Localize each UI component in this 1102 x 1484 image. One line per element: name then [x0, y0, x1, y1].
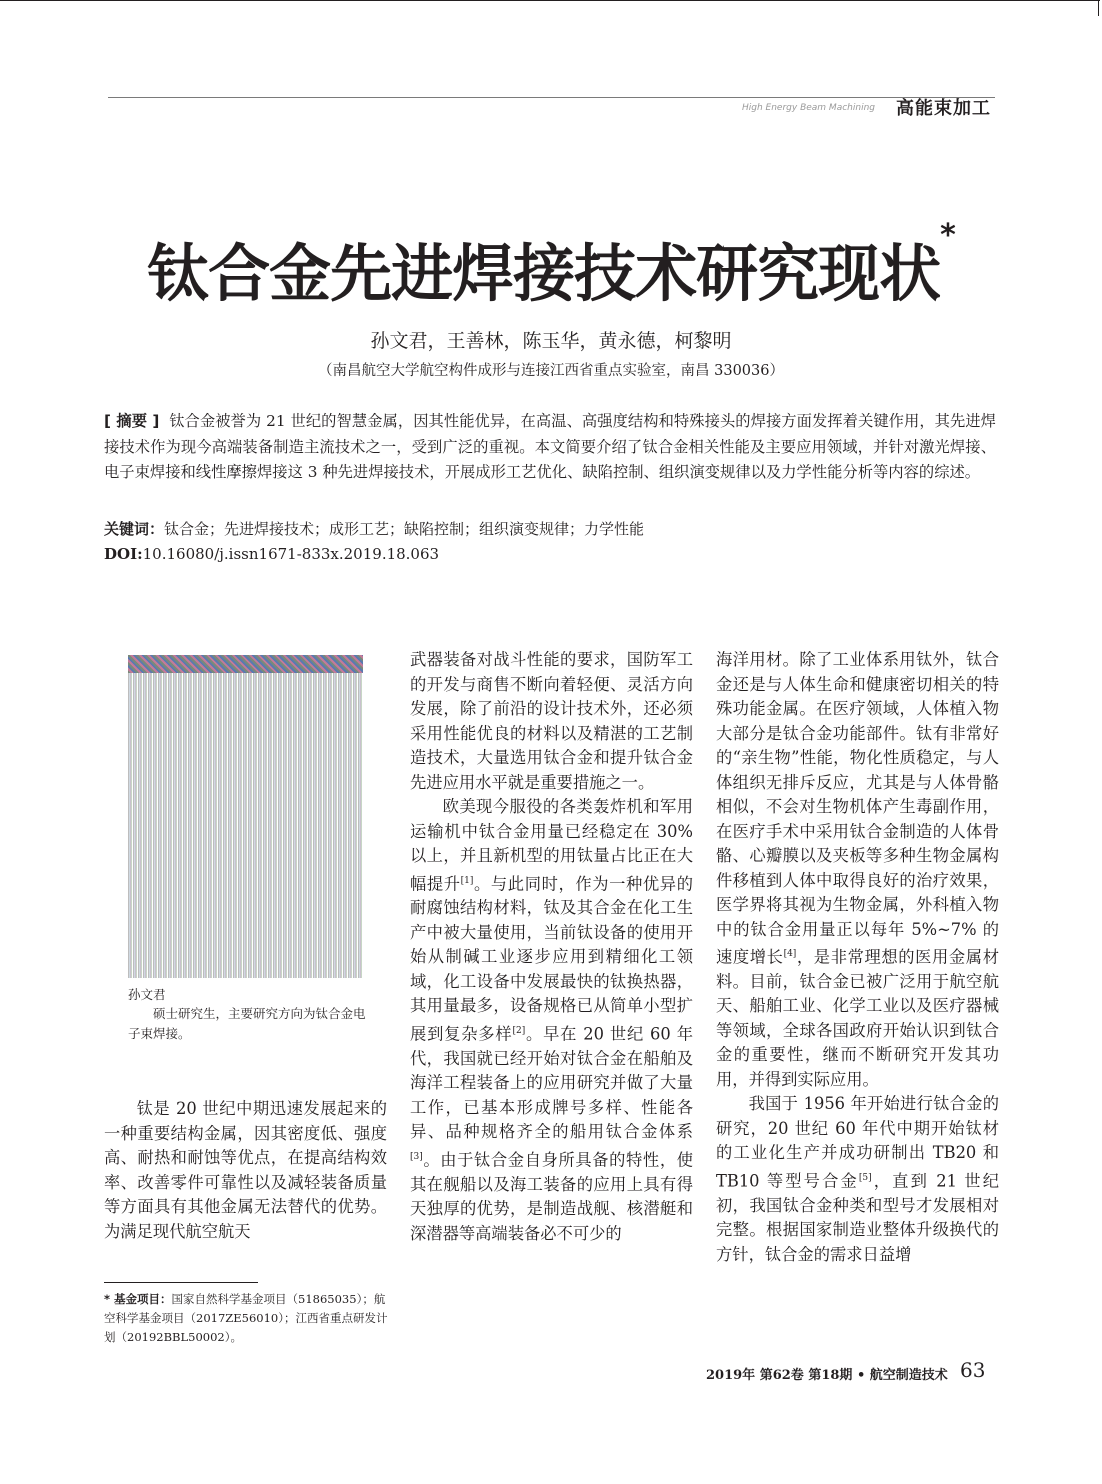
keywords	[104, 518, 996, 539]
paragraph: 欧美现今服役的各类轰炸机和军用运输机中钛合金用量已经稳定在 30% 以上，并且新机型的用钛量占比正在大幅提升[1]。与此同时，作为一种优异的耐腐蚀结构材料，钛及其合金在化工生产中被大量使用，当前钛设备的使用开始从制碱工业逐步应用到精细化工领域，化工设备中发展最快的钛换热器，其用量最多，设备规格已从简单小型扩展到复杂多样[2]。早在 20 世纪 60 年代，我国就已经开始对钛合金在船舶及海洋工程装备上的应用研究并做了大量工作，已基本形成牌号多样、性能各异、品种规格齐全的船用钛合金体系[3]。由于钛合金自身所具备的特性，使其在舰船以及海工装备的应用上具有得天独厚的优势，是制造战舰、核潜艇和深潜器等高端装备必不可少的	[410, 797, 693, 1243]
footnote-rule	[104, 1282, 258, 1283]
abstract-text: 钛合金被誉为 21 世纪的智慧金属，因其性能优异，在高温、高强度结构和特殊接头的焊接方面发挥着关键作用，其先进焊接技术作为现今高端装备制造主流技术之一，受到广泛的重视。本文简要介绍了钛合金相关性能及主要应用领域，并针对激光焊接、电子束焊接和线性摩擦焊接这 3 种先进焊接技术，开展成形工艺优化、缺陷控制、组织演变规律以及力学性能分析等内容的综述。	[104, 412, 996, 481]
page-number: 63	[960, 1358, 986, 1382]
title-text: 钛合金先进焊接技术研究现状	[147, 237, 941, 310]
paper-title	[0, 218, 1102, 313]
citation-ref: [1]	[460, 875, 474, 886]
journal-footer: 2019年 第62卷 第18期 • 航空制造技术	[706, 1368, 948, 1383]
citation-ref: [2]	[512, 1025, 526, 1036]
keywords-text: 钛合金；先进焊接技术；成形工艺；缺陷控制；组织演变规律；力学性能	[164, 520, 645, 538]
bio-name: 孙文君	[128, 987, 166, 1002]
abstract	[104, 409, 996, 486]
top-border	[0, 0, 1100, 1]
citation-ref: [4]	[783, 949, 797, 959]
paragraph: 钛是 20 世纪中期迅速发展起来的一种重要结构金属，因其密度低、强度高、耐热和耐蚀等优点，在提高结构效率、改善零件可靠性以及减轻装备质量等方面具有其他金属无法替代的优势。为满足现代航空航天	[104, 1099, 387, 1241]
author-photo-noise	[128, 655, 363, 673]
doi-label: DOI:	[104, 545, 143, 563]
header-rule	[108, 97, 995, 98]
running-header-en: High Energy Beam Machining	[742, 103, 875, 113]
abstract-label: [ 摘要 ]	[104, 412, 160, 430]
title-footnote-mark: *	[940, 218, 955, 253]
body-column-1	[104, 1097, 387, 1244]
doi	[104, 545, 704, 563]
footnote-text: 国家自然科学基金项目（51865035）；航空科学基金项目（2017ZE56010）；江西省重点研发计划（20192BBL50002）。	[104, 1292, 388, 1344]
author-photo	[128, 655, 363, 978]
doi-text: 10.16080/j.issn1671-833x.2019.18.063	[142, 545, 440, 563]
page-edge	[1098, 0, 1099, 16]
paragraph: 武器装备对战斗性能的要求，国防军工的开发与商售不断向着轻便、灵活方向发展，除了前沿的设计技术外，还必须采用性能优良的材料以及精湛的工艺制造技术，大量选用钛合金和提升钛合金先进应用水平就是重要措施之一。	[410, 650, 693, 792]
paragraph: 海洋用材。除了工业体系用钛外，钛合金还是与人体生命和健康密切相关的特殊功能金属。在医疗领域，人体植入物大部分是钛合金功能部件。钛有非常好的“亲生物”性能，物化性质稳定，与人体组织无排斥反应，尤其是与人体骨骼相似，不会对生物机体产生毒副作用，在医疗手术中采用钛合金制造的人体骨骼、心瓣膜以及夹板等多种生物金属构件移植到人体中取得良好的治疗效果，医学界将其视为生物金属，外科植入物中的钛合金用量正以每年 5%~7% 的速度增长[4]，是非常理想的医用金属材料。目前，钛合金已被广泛用于航空航天、船舶工业、化学工业以及医疗器械等领域，全球各国政府开始认识到钛合金的重要性，继而不断研究开发其功用，并得到实际应用。	[716, 650, 999, 1089]
running-header-cn: 高能束加工	[896, 98, 991, 119]
bio-description: 硕士研究生，主要研究方向为钛合金电子束焊接。	[128, 1006, 366, 1041]
author-list: 孙文君，王善林，陈玉华，黄永德，柯黎明	[370, 330, 732, 352]
footnote-label: * 基金项目：	[104, 1292, 172, 1306]
citation-ref: [3]	[410, 1151, 423, 1162]
funding-footnote	[104, 1290, 389, 1347]
body-column-2	[410, 648, 693, 1246]
body-column-3	[716, 648, 999, 1267]
keywords-label: 关键词：	[104, 520, 165, 538]
citation-ref: [5]	[858, 1172, 872, 1183]
paragraph: 我国于 1956 年开始进行钛合金的研究，20 世纪 60 年代中期开始钛材的工业化生产并成功研制出 TB20 和 TB10 等型号合金[5]，直到 21 世纪初，我国钛合金种类和型号才发展相对完整。根据国家制造业整体升级换代的方针，钛合金的需求日益增	[716, 1094, 999, 1264]
affiliation: （南昌航空大学航空构件成形与连接江西省重点实验室，南昌 330036）	[318, 363, 784, 379]
